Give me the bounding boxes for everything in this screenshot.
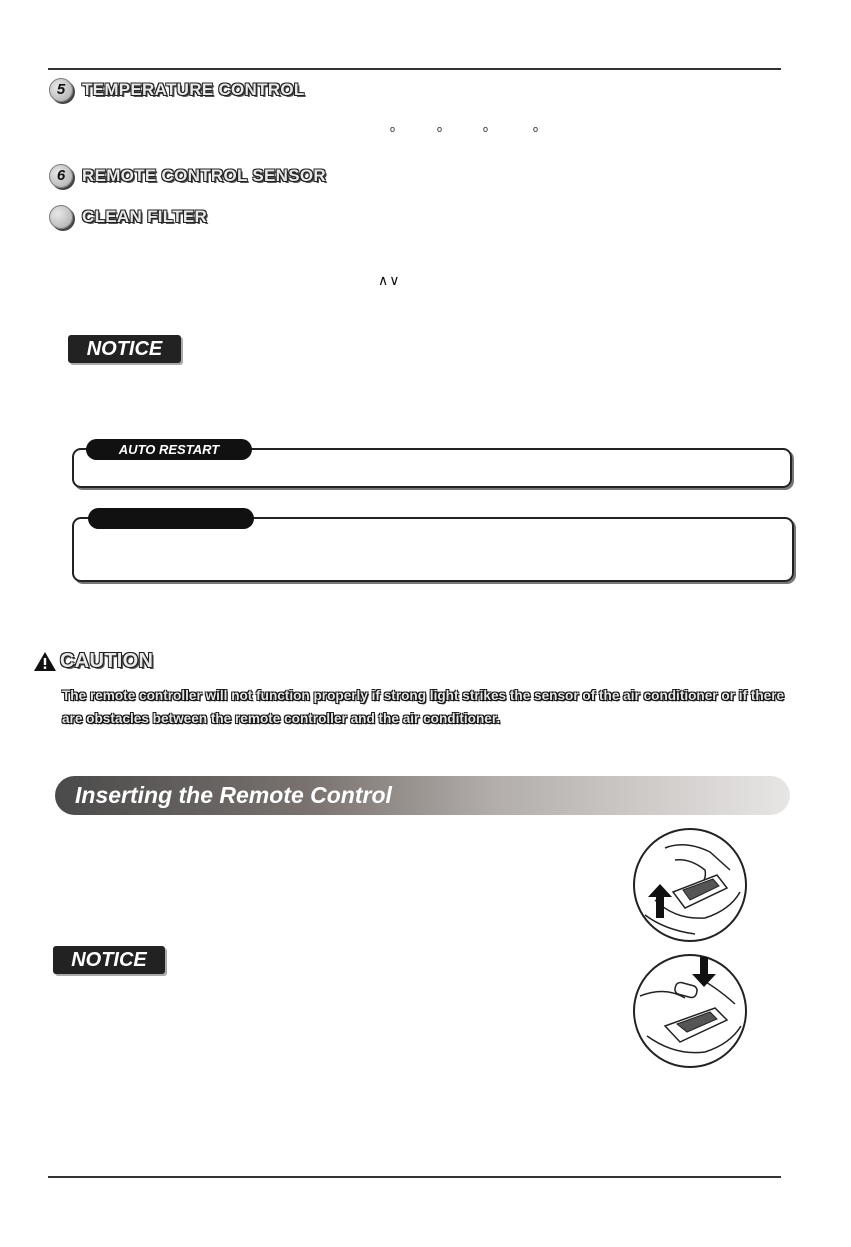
degree-mark: o	[390, 124, 396, 134]
battery-insertion-illustration	[633, 954, 747, 1068]
section-title-sensor: REMOTE CONTROL SENSOR	[82, 166, 327, 185]
notice-label: NOTICE	[68, 335, 181, 363]
top-rule	[48, 68, 781, 70]
caution-title: CAUTION	[60, 650, 154, 672]
up-arrow-icon	[648, 884, 672, 918]
degree-mark: o	[437, 124, 443, 134]
up-down-arrow-symbols: ∧∨	[378, 272, 401, 288]
caution-text: The remote controller will not function properly if strong light strikes the sensor of the air conditioner or if there are obstacles between the remote controller and the air conditioner.	[62, 688, 785, 726]
section-number-badge: 6	[49, 164, 73, 188]
section-title-temperature: TEMPERATURE CONTROL	[82, 80, 305, 99]
bottom-rule	[48, 1176, 781, 1178]
down-arrow-icon	[692, 957, 716, 987]
banner-title: Inserting the Remote Control	[75, 782, 392, 808]
section-banner	[55, 776, 790, 815]
warning-triangle-icon	[33, 651, 57, 672]
degree-mark: o	[483, 124, 489, 134]
info-frame-label	[88, 508, 254, 529]
section-number-badge	[49, 205, 73, 229]
section-title-clean-filter: CLEAN FILTER	[82, 207, 208, 226]
notice-label-2: NOTICE	[53, 946, 165, 974]
section-number-badge: 5	[49, 78, 73, 102]
auto-restart-label: AUTO RESTART	[86, 439, 252, 460]
degree-mark: o	[533, 124, 539, 134]
